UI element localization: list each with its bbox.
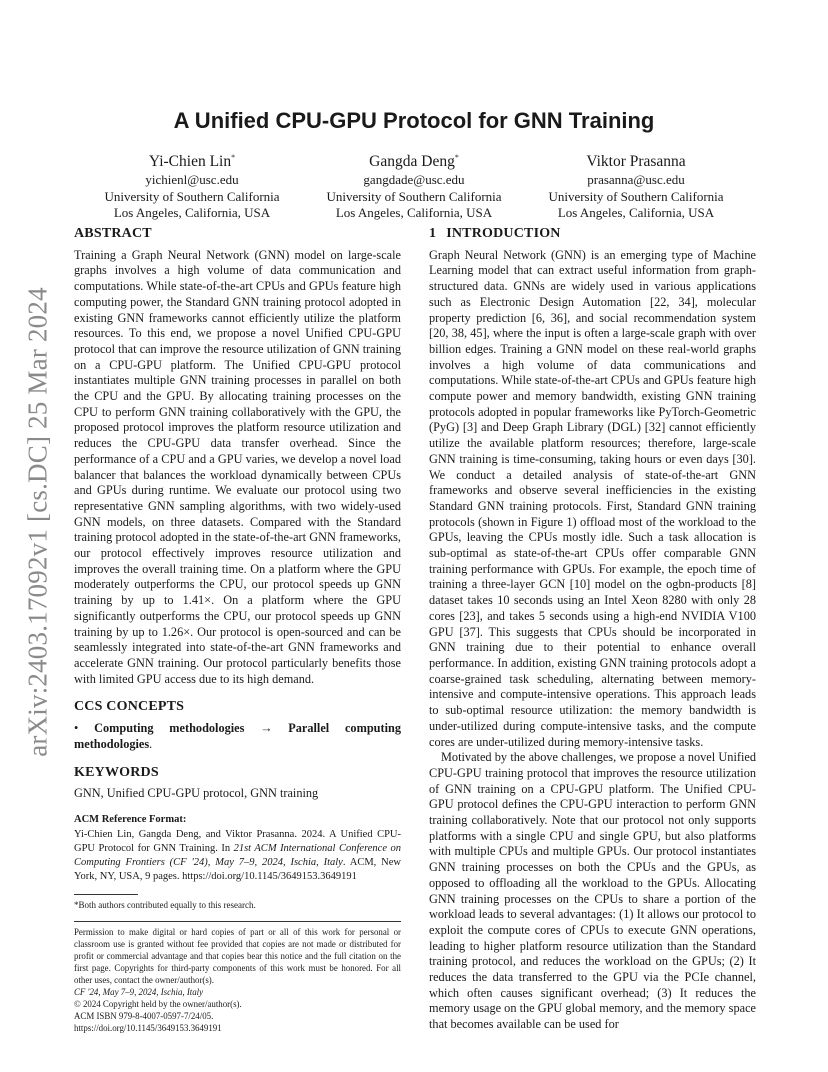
permission-divider — [74, 921, 401, 922]
author-block-3 — [521, 148, 751, 222]
paper-title: A Unified CPU-GPU Protocol for GNN Training — [173, 108, 655, 133]
author-name: Viktor Prasanna — [586, 153, 686, 171]
author-affiliation: University of Southern California — [548, 188, 724, 204]
equal-contribution-footnote: *Both authors contributed equally to this research. — [74, 899, 256, 910]
keywords-text: GNN, Unified CPU-GPU protocol, GNN training — [74, 786, 319, 801]
isbn-line: ACM ISBN 979-8-4007-0597-7/24/05. — [74, 1010, 214, 1021]
doi-link[interactable]: https://doi.org/10.1145/3649153.3649191 — [74, 1022, 222, 1033]
copyright-line: © 2024 Copyright held by the owner/author(s). — [74, 998, 242, 1009]
acm-reference-text: Yi-Chien Lin, Gangda Deng, and Viktor Prasanna. 2024. A Unified CPU-GPU Protocol for GNN Training. In 21st ACM International Conference on Computing Frontiers (CF '24), May 7–9, 2024, Ischia, Italy. ACM, New York, NY, USA, 9 pages. https://doi.org/10.1145/3649153.3649191 — [74, 828, 401, 882]
author-email: yichienl@usc.edu — [145, 172, 239, 188]
author-affiliation: University of Southern California — [104, 188, 280, 204]
keywords-heading: KEYWORDS — [74, 764, 159, 780]
author-affiliation: University of Southern California — [326, 188, 502, 204]
permission-block — [74, 926, 401, 1034]
author-email: prasanna@usc.edu — [587, 172, 685, 188]
ccs-concepts: • Computing methodologies → Parallel computing methodologies. — [74, 721, 402, 751]
right-column — [429, 226, 756, 1033]
acm-reference-heading: ACM Reference Format: — [74, 813, 187, 825]
author-email: gangdade@usc.edu — [363, 172, 465, 188]
author-name: Gangda Deng* — [369, 153, 459, 171]
introduction-heading: 1 INTRODUCTION — [429, 226, 561, 241]
abstract-heading: ABSTRACT — [74, 226, 152, 241]
author-location: Los Angeles, California, USA — [335, 205, 493, 221]
author-block-2 — [299, 148, 529, 222]
author-block-1 — [77, 148, 307, 222]
intro-paragraph-1: Graph Neural Network (GNN) is an emerging type of Machine Learning model that can extract useful information from graph-structured data. GNNs are widely used in various applications such as Electronic Design Automation [22, 34], molecular property prediction [6, 36], and social recommendation system [20, 38, 45], where the input is often a large-scale graph with over billion edges. Training a GNN model on these real-world graphs involves a high volume of data communications and computations. While state-of-the-art CPUs and GPUs feature high compute power and memory bandwidth, existing GNN training protocols adopted in popular frameworks like PyTorch-Geometric (PyG) [3] and Deep Graph Library (DGL) [32] cannot efficiently utilize the available platform resources; therefore, large-scale GNN training is time-consuming, taking hours or even days [30]. We conduct a detailed analysis of state-of-the-art GNN frameworks and observe several inefficiencies in the existing Standard GNN training protocols. First, Standard GNN training protocols (shown in Figure 1) offload most of the workload to the GPUs, leaving the CPUs mostly idle. Such a task allocation is sub-optimal as state-of-the-art CPUs offer comparable GNN training performance with GPUs. For example, the epoch time of training a three-layer GCN [10] model on the ogbn-products [8] dataset takes 10 seconds using an Intel Xeon 8280 with only 28 cores [23], and takes 5 seconds using a high-end NVIDIA V100 GPU [37]. This suggests that CPUs should be incorporated in GNN training due to their potential to enhance overall performance. In addition, existing GNN training protocols adopt a coarse-grained task scheduling, alternating between memory-intensive and compute-intensive operations. This approach leads to sub-optimal resource utilization: the memory bandwidth is under-utilized during compute-intensive tasks, and the compute cores are under-utilized during memory-intensive tasks. — [429, 247, 756, 749]
intro-paragraph-2: Motivated by the above challenges, we propose a novel Unified CPU-GPU training protocol that improves the resource utilization of GNN training on a CPU-GPU platform. The Unified CPU-GPU protocol defines the CPU-GPU interaction to perform GNN training collaboratively. Note that our protocol not only supports platforms with a single CPU and single GPU, but also platforms with multiple CPUs and multiple GPUs. Our protocol instantiates GNN training processes on both the CPUs and the GPUs, as opposed to offloading all the workload to the GPUs. Allocating GNN training processes on the CPUs to share a portion of the workload leads to several advantages: (1) It allows our protocol to exploit the compute cores of CPUs to execute GNN operations, leading to higher platform resource utilization than the Standard training protocol, and reduces the workload on the GPUs; (2) It reduces the data transferred to the GPU via the PCIe channel, which often causes significant overhead; (3) It reduces the memory usage on the GPU global memory, and the memory space that becomes available can be used for — [429, 750, 756, 1032]
permission-text: Permission to make digital or hard copies of part or all of this work for personal or classroom use is granted without fee provided that copies are not made or distributed for profit or commercial advantage and that copies bear this notice and the full citation on the first page. Copyrights for third-party components of this work must be honored. For all other uses, contact the owner/author(s). — [74, 926, 401, 985]
footnote-divider — [74, 894, 138, 895]
ccs-heading: CCS CONCEPTS — [74, 699, 185, 715]
author-location: Los Angeles, California, USA — [113, 205, 271, 221]
arxiv-stamp — [24, 282, 52, 762]
left-column — [74, 226, 401, 1034]
conference-line: CF '24, May 7–9, 2024, Ischia, Italy — [74, 986, 204, 997]
author-location: Los Angeles, California, USA — [557, 205, 715, 221]
arxiv-stamp-text: arXiv:2403.17092v1 [cs.DC] 25 Mar 2024 — [22, 287, 53, 757]
author-name: Yi-Chien Lin* — [148, 153, 236, 171]
abstract-text: Training a Graph Neural Network (GNN) model on large-scale graphs involves a high volume of data communication and computations. While state-of-the-art CPUs and GPUs feature high computing power, the Standard GNN training protocol adopted in existing GNN frameworks cannot efficiently utilize the platform resources. To this end, we propose a novel Unified CPU-GPU protocol that can improve the resource utilization of GNN training on a CPU-GPU platform. The Unified CPU-GPU protocol instantiates multiple GNN training processes in parallel on both the CPU and the GPU. By allocating training processes on the CPU to perform GNN training collaboratively with the GPU, the proposed protocol improves the platform resource utilization and reduces the CPU-GPU data transfer overhead. Since the performance of a CPU and a GPU varies, we develop a novel load balancer that balances the workload dynamically between CPUs and GPUs during runtime. We evaluate our protocol using two representative GNN sampling algorithms, with two widely-used GNN models, on three datasets. Compared with the Standard training protocol adopted in the state-of-the-art GNN frameworks, our protocol effectively improves resource utilization and improves the overall training time. On a platform where the GPU moderately outperforms the CPU, our protocol speeds up GNN training by up to 1.41×. On a platform where the GPU significantly outperforms the CPU, our protocol speeds up GNN training by up to 1.26×. Our protocol is open-sourced and can be seamlessly integrated into state-of-the-art GNN frameworks and accelerate GNN training. Our protocol particularly benefits those with limited GPU access due to its high demand. — [74, 247, 401, 686]
